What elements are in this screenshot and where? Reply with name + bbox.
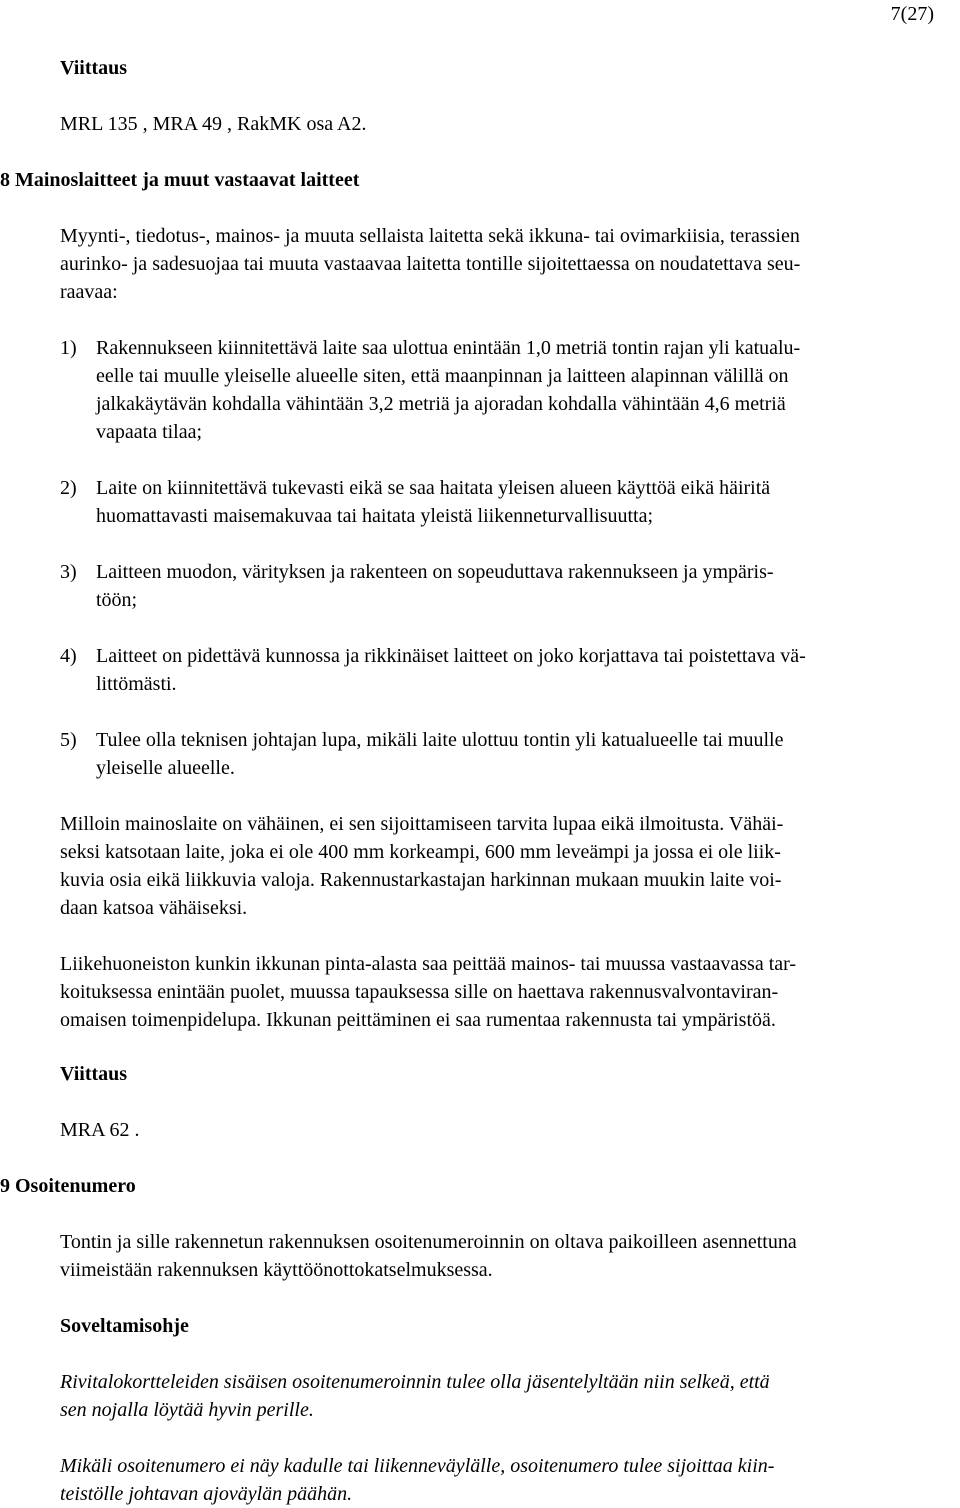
list-item xyxy=(60,334,956,446)
text-line: Mikäli osoitenumero ei näy kadulle tai liikenneväylälle, osoitenumero tulee sijoittaa kiin- xyxy=(60,1455,775,1477)
guidance-paragraph xyxy=(60,1452,956,1508)
section-9-paragraph xyxy=(60,1228,956,1284)
text-line: Liikehuoneiston kunkin ikkunan pinta-alasta saa peittää mainos- tai muussa vastaavassa tar- xyxy=(60,953,797,975)
list-item-number: 1) xyxy=(60,337,77,359)
text-line: yleiselle alueelle. xyxy=(96,757,235,779)
list-item-number: 4) xyxy=(60,645,77,667)
text-line: eelle tai muulle yleiselle alueelle siten, että maanpinnan ja laitteen alapinnan välillä on xyxy=(96,365,789,387)
reference-text: MRA 62 . xyxy=(60,1119,140,1141)
section-8-intro xyxy=(60,222,956,306)
text-line: Rivitalokortteleiden sisäisen osoitenumeroinnin tulee olla jäsentelyltään niin selkeä, että xyxy=(60,1371,770,1393)
text-line: jalkakäytävän kohdalla vähintään 3,2 metriä ja ajoradan kohdalla vähintään 4,6 metriä xyxy=(96,393,786,415)
section-9-heading: 9 Osoitenumero xyxy=(0,1175,136,1197)
guidance-paragraph xyxy=(60,1368,956,1424)
section-8-paragraph xyxy=(60,950,956,1034)
text-line: töön; xyxy=(96,589,138,611)
list-item xyxy=(60,474,956,530)
text-line: littömästi. xyxy=(96,673,177,695)
text-line: Tulee olla teknisen johtajan lupa, mikäli laite ulottuu tontin yli katualueelle tai muulle xyxy=(96,729,784,751)
text-line: Myynti-, tiedotus-, mainos- ja muuta sellaista laitetta sekä ikkuna- tai ovimarkiisia, terassien xyxy=(60,225,800,247)
list-item-number: 2) xyxy=(60,477,77,499)
text-line: sen nojalla löytää hyvin perille. xyxy=(60,1399,314,1421)
text-line: Laitteen muodon, värityksen ja rakenteen on sopeuduttava rakennukseen ja ympäris- xyxy=(96,561,774,583)
list-item-number: 5) xyxy=(60,729,77,751)
text-line: raavaa: xyxy=(60,281,118,303)
text-line: kuvia osia eikä liikkuvia valoja. Rakennustarkastajan harkinnan mukaan muukin laite voi- xyxy=(60,869,782,891)
text-line: daan katsoa vähäiseksi. xyxy=(60,897,248,919)
text-line: viimeistään rakennuksen käyttöönottokatselmuksessa. xyxy=(60,1259,493,1281)
section-8-heading: 8 Mainoslaitteet ja muut vastaavat laitteet xyxy=(0,169,360,191)
list-item-number: 3) xyxy=(60,561,77,583)
text-line: Tontin ja sille rakennetun rakennuksen osoitenumeroinnin on oltava paikoilleen asennettuna xyxy=(60,1231,797,1253)
reference-heading: Viittaus xyxy=(60,57,128,79)
text-line: seksi katsotaan laite, joka ei ole 400 mm korkeampi, 600 mm leveämpi ja jossa ei ole liik- xyxy=(60,841,781,863)
list-item xyxy=(60,642,956,698)
text-line: Rakennukseen kiinnitettävä laite saa ulottua enintään 1,0 metriä tontin rajan yli katualu- xyxy=(96,337,801,359)
text-line: huomattavasti maisemakuvaa tai haitata yleistä liikenneturvallisuutta; xyxy=(96,505,654,527)
list-item xyxy=(60,558,956,614)
list-item xyxy=(60,726,956,782)
text-line: Laite on kiinnitettävä tukevasti eikä se saa haitata yleisen alueen käyttöä eikä häiritä xyxy=(96,477,771,499)
text-line: vapaata tilaa; xyxy=(96,421,203,443)
guidance-heading: Soveltamisohje xyxy=(60,1315,189,1337)
reference-heading: Viittaus xyxy=(60,1063,128,1085)
section-8-paragraph xyxy=(60,810,956,922)
text-line: aurinko- ja sadesuojaa tai muuta vastaavaa laitetta tontille sijoitettaessa on noudatettava seu- xyxy=(60,253,801,275)
text-line: koituksessa enintään puolet, muussa tapauksessa sille on haettava rakennusvalvontaviran- xyxy=(60,981,779,1003)
page-number: 7(27) xyxy=(890,3,934,25)
text-line: omaisen toimenpidelupa. Ikkunan peittäminen ei saa rumentaa rakennusta tai ympäristöä. xyxy=(60,1009,776,1031)
text-line: Milloin mainoslaite on vähäinen, ei sen sijoittamiseen tarvita lupaa eikä ilmoitusta. Vähäi- xyxy=(60,813,784,835)
text-line: teistölle johtavan ajoväylän päähän. xyxy=(60,1483,353,1505)
text-line: Laitteet on pidettävä kunnossa ja rikkinäiset laitteet on joko korjattava tai poistettava vä- xyxy=(96,645,806,667)
reference-text: MRL 135 , MRA 49 , RakMK osa A2. xyxy=(60,113,367,135)
